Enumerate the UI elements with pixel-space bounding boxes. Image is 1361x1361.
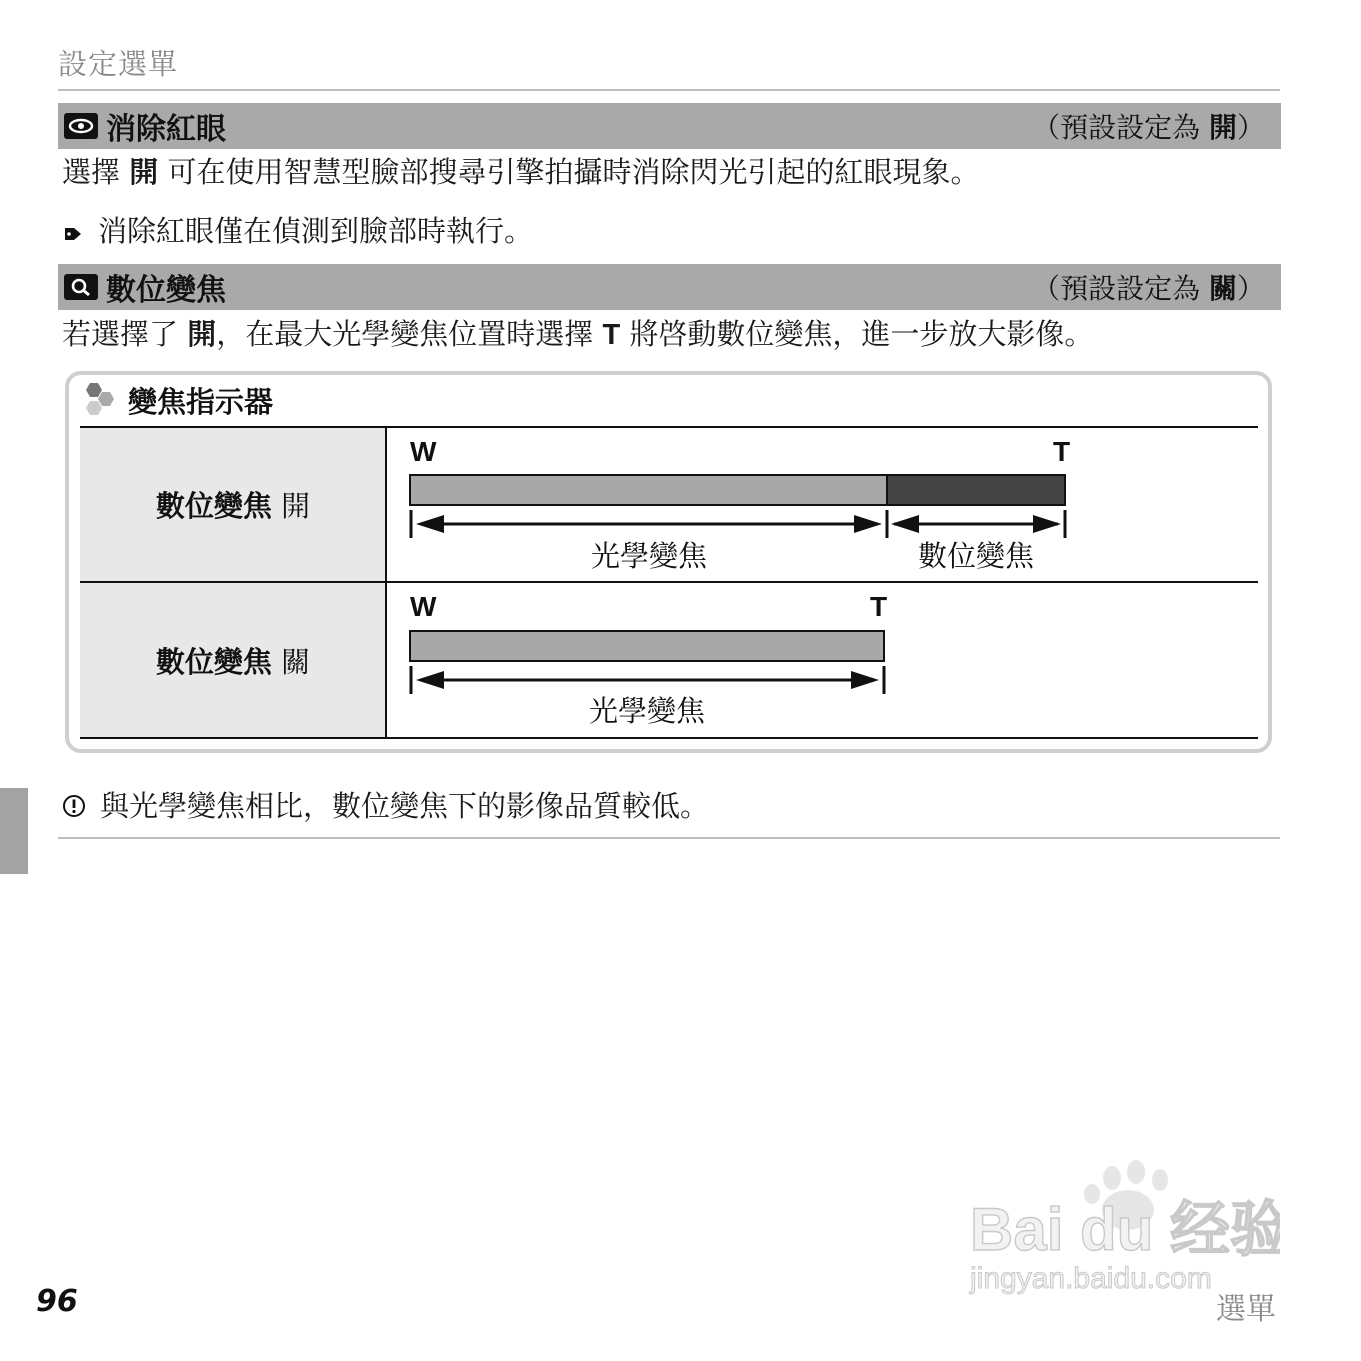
- row-on-label: 數位變焦 開: [155, 489, 311, 523]
- row-on-t-label: T: [1053, 436, 1071, 467]
- red-eye-description: 選擇 開 可在使用智慧型臉部搜尋引擎拍攝時消除閃光引起的紅眼現象。: [62, 155, 980, 189]
- watermark-url: jingyan.baidu.com: [970, 1262, 1212, 1295]
- red-eye-title: 消除紅眼: [106, 112, 226, 147]
- red-eye-note: 消除紅眼僅在偵測到臉部時執行。: [62, 209, 533, 250]
- row-off-label: 數位變焦 關: [155, 645, 311, 679]
- side-thumb-tab: [0, 788, 28, 874]
- zoom-indicator-title: 變焦指示器: [128, 385, 274, 419]
- row-on-w-label: W: [410, 436, 437, 467]
- magnifier-icon: [64, 274, 98, 300]
- bottom-divider: [58, 837, 1280, 839]
- eye-icon: [64, 113, 98, 139]
- caution-note: 與光學變焦相比，數位變焦下的影像品質較低。: [62, 784, 709, 825]
- note-tag-icon: [62, 216, 84, 250]
- row-on-digital-bar: [887, 475, 1065, 505]
- row-on-digital-label: 數位變焦: [917, 539, 1035, 573]
- red-eye-default: （預設設定為 開）: [1032, 111, 1265, 144]
- caution-icon: [62, 791, 86, 825]
- digital-zoom-default: （預設設定為 關）: [1032, 272, 1265, 305]
- zoom-indicator-header: [80, 380, 273, 421]
- row-off-w-label: W: [410, 591, 437, 622]
- hexagon-tip-icon: [80, 381, 116, 421]
- row-on-optical-label: 光學變焦: [590, 539, 708, 573]
- page-header-title: 設定選單: [58, 47, 179, 81]
- header-divider: [58, 89, 1280, 91]
- page-number: 96: [36, 1284, 78, 1319]
- digital-zoom-section-bar: [58, 264, 1281, 310]
- digital-zoom-title: 數位變焦: [106, 273, 226, 308]
- zoom-diagram: [80, 426, 1258, 739]
- footer-section-name: 選單: [1216, 1292, 1276, 1327]
- zoom-indicator-table: [80, 426, 1258, 739]
- row-off-optical-bar: [410, 631, 884, 661]
- baidu-watermark: [960, 1150, 1280, 1304]
- watermark-brand: Bai du 经验: [970, 1196, 1280, 1263]
- row-on-optical-bar: [410, 475, 887, 505]
- row-off-t-label: T: [870, 591, 888, 622]
- digital-zoom-description: 若選擇了 開，在最大光學變焦位置時選擇 T 將啓動數位變焦，進一步放大影像。: [62, 317, 1094, 351]
- row-off-optical-label: 光學變焦: [588, 694, 706, 728]
- red-eye-section-bar: [58, 103, 1281, 149]
